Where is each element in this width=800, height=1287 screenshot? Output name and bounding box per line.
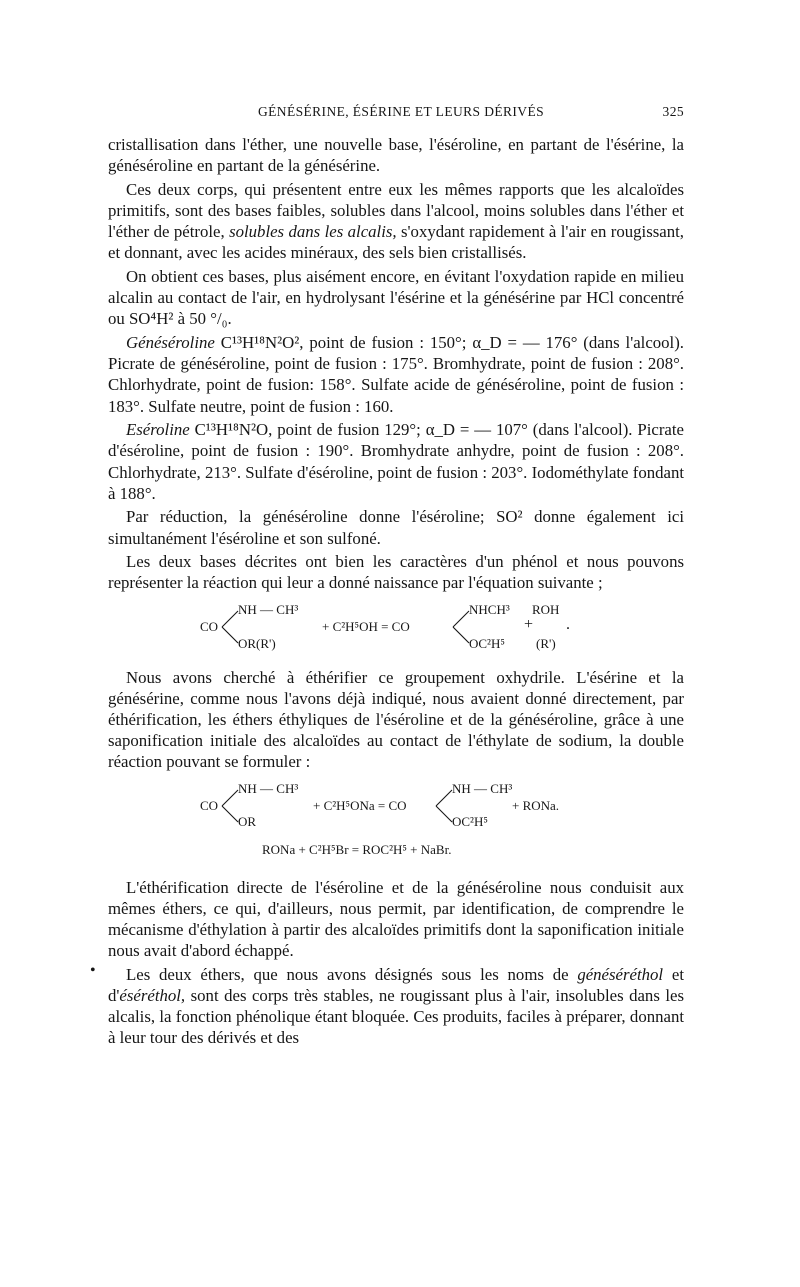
eq2-plus-rona: + RONa.	[512, 797, 560, 813]
geneseroline-properties: C¹³H¹⁸N²O², point de fusion : 150°; α_D = — 176° (dans l'alcool). Picrate de généséroline, point de fusion : 175°. Bromhydrate, point de fusion : 208°. Chlorhydrate, point de fusion: 158°. Sulfate acide de généséroline, point de fusion : 183°. Sulfate neutre, point de fusion : 160.	[108, 333, 684, 416]
eq2-top-left: NH — CH³	[238, 780, 299, 796]
eq2-bottom-left: OR	[238, 813, 257, 829]
paragraph-2-italic: solubles dans les alcalis,	[229, 222, 397, 242]
paragraph-two-ethers	[108, 964, 684, 1049]
paragraph-ethers-end: sont des corps très stables, ne rougissant plus à l'air, insolubles dans les alcalis, la fonction phénolique étant bloquée. Ces produits, faciles à préparer, donnant à leur tour des dérivés et des	[108, 986, 684, 1048]
paragraph-3: On obtient ces bases, plus aisément encore, en évitant l'oxydation rapide en milieu alcalin au contact de l'air, en hydrolysant l'ésérine et la génésérine par HCl concentré ou SO⁴H² à 50 °/₀.	[108, 267, 684, 329]
eq2-co-left: CO	[200, 797, 219, 813]
eq2-bond-right	[434, 786, 454, 826]
eq1-bond-right	[451, 607, 471, 647]
eq2-bond-left	[220, 786, 240, 826]
body-text	[108, 134, 684, 1051]
eq1-bottom-left: OR(R')	[238, 635, 276, 651]
eseroline-properties: C¹³H¹⁸N²O, point de fusion 129°; α_D = — 107° (dans l'alcool). Picrate d'éséroline, point de fusion : 190°. Bromhydrate anhydre, point de fusion : 208°. Chlorhydrate, 213°. Sulfate d'éséroline, point de fusion : 203°. Iodométhylate fondant à 188°.	[108, 420, 684, 503]
paragraph-phenol: Les deux bases décrites ont bien les caractères d'un phénol et nous pouvons représenter la réaction qui leur a donné naissance par l'équation suivante ;	[108, 552, 684, 593]
paragraph-eseroline	[108, 419, 684, 504]
eq1-plus-ethanol: + C²H⁵OH = CO	[322, 618, 410, 634]
paragraph-direct-etherification: L'éthérification directe de l'éséroline et de la généséroline nous conduisit aux mêmes éthers, ce qui, d'ailleurs, nous permit, par identification, de comprendre le mécanisme d'éthylation à partir des alcaloïdes primitifs dont la saponification initiale nous avait d'abord échappé.	[108, 877, 684, 961]
name-eserethol: éséréthol,	[119, 986, 186, 1006]
paragraph-ethers-et: et d'	[108, 964, 684, 1006]
eq1-bottom-right: OC²H⁵	[469, 635, 505, 651]
eq1-top-right: NHCH³	[469, 601, 510, 617]
compound-name-geneseroline: Généséroline	[126, 333, 215, 352]
eq1-period: .	[566, 615, 570, 633]
paragraph-ethers-start: Les deux éthers, que nous avons désignés sous les noms de	[126, 964, 569, 984]
eq1-co-left: CO	[200, 618, 219, 634]
paragraph-etherification: Nous avons cherché à éthérifier ce groupement oxhydrile. L'ésérine et la génésérine, comme nous l'avons déjà indiqué, nous avaient donné directement, par éthérification, les éthers éthyliques de l'éséroline et de la généséroline, grâce à une saponification initiale des alcaloïdes au contact de l'éthylate de sodium, la double réaction pouvant se formuler :	[108, 667, 684, 772]
eq1-bond-left	[220, 607, 240, 647]
eq1-roh: ROH	[532, 601, 560, 617]
eq2-bottom-right: OC²H⁵	[452, 813, 488, 829]
eq2-second-reaction: RONa + C²H⁵Br = ROC²H⁵ + NaBr.	[262, 841, 452, 857]
paragraph-1: cristallisation dans l'éther, une nouvelle base, l'éséroline, en partant de l'ésérine, la généséroline en partant de la génésérine.	[108, 135, 684, 176]
eq1-top-left: NH — CH³	[238, 601, 299, 617]
running-title: GÉNÉSÉRINE, ÉSÉRINE ET LEURS DÉRIVÉS	[258, 104, 545, 119]
paragraph-genéséroline	[108, 332, 684, 417]
eq1-plus: +	[524, 615, 534, 633]
paragraph-2-start: Ces deux corps, qui présentent entre eux les mêmes rapports que les alcaloïdes primitifs, sont des bases faibles, solubles dans l'alcool, moins solubles dans l'éther et l'éther de pétrole,	[108, 179, 684, 242]
paragraph-2	[108, 179, 684, 264]
eq2-plus-ethylate: + C²H⁵ONa = CO	[313, 797, 407, 813]
eq1-r-prime: (R')	[536, 635, 556, 651]
reaction-equation-1	[108, 597, 684, 659]
paragraph-reduction: Par réduction, la généséroline donne l'éséroline; SO² donne également ici simultanément l'éséroline et son sulfoné.	[108, 507, 684, 548]
compound-name-eseroline: Eséroline	[126, 420, 190, 440]
name-genesserethol: généséréthol	[577, 964, 664, 984]
eq2-top-right: NH — CH³	[452, 780, 513, 796]
paragraph-2-end: s'oxydant rapidement à l'air en rougissant, et donnant, avec les acides minéraux, des sels bien cristallisés.	[108, 222, 684, 263]
reaction-equations-2	[108, 777, 684, 867]
page-number: 325	[662, 104, 684, 119]
margin-mark: •	[90, 962, 96, 979]
running-header	[108, 104, 684, 124]
